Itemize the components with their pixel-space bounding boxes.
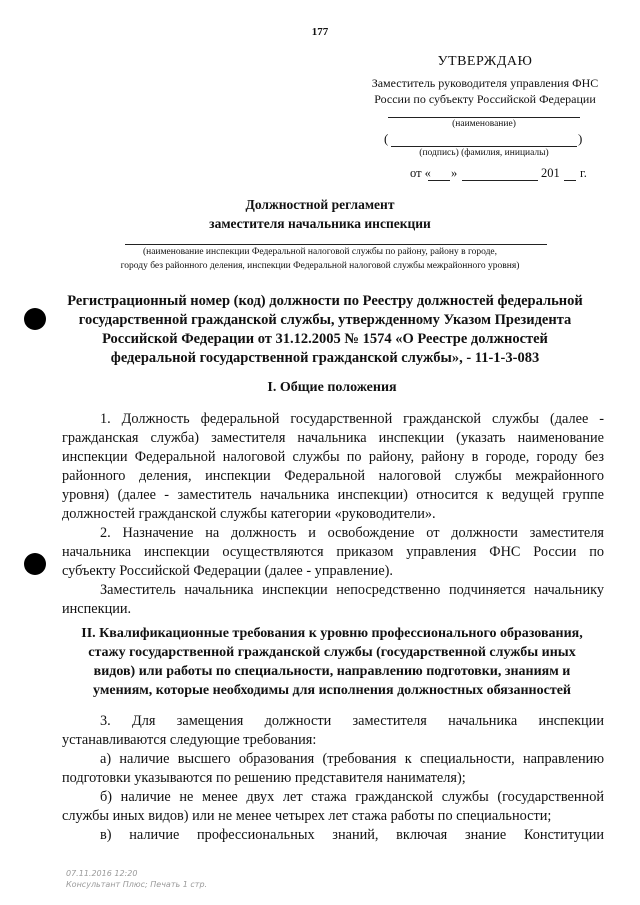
para-line: подготовки указываются по решению представителя нанимателя);: [62, 770, 466, 786]
para-line: б) наличие не менее двух лет стажа гражданской службы (государственной: [100, 789, 604, 805]
para-line: 1. Должность федеральной государственной гражданской службы (далее -: [100, 411, 604, 427]
para-line: Заместитель начальника инспекции непосредственно подчиняется начальнику: [100, 582, 604, 598]
para-line: 2. Назначение на должность и освобождение от должности заместителя: [100, 525, 604, 541]
approval-heading: УТВЕРЖДАЮ: [437, 54, 533, 69]
date-day-blank: [428, 180, 450, 181]
section2-heading-line: видов) или работы по специальности, направлению подготовки, знаниям и: [93, 664, 571, 679]
inspection-note-line2: городу без районного деления, инспекции Федеральной налоговой службы межрайонного уровня): [120, 261, 520, 271]
page-number: 177: [311, 26, 329, 38]
approver-position-line2: России по субъекту Российской Федерации: [374, 92, 596, 106]
para-line: 3. Для замещения должности заместителя начальника инспекции: [100, 713, 604, 729]
registration-line1: Регистрационный номер (код) должности по Реестру должностей федеральной: [67, 293, 583, 309]
punch-hole-mark: [24, 308, 46, 330]
date-suffix: г.: [580, 166, 587, 180]
date-year: 201: [541, 166, 560, 180]
para-line: инспекции Федеральной налоговой службы по району, району в городе, городу без: [62, 449, 604, 465]
registration-line4: федеральной государственной гражданской службы», - 11-1-3-083: [110, 350, 540, 366]
section2-heading-line: умениям, которые необходимы для исполнения должностных обязанностей: [93, 683, 571, 698]
document-title-line2: заместителя начальника инспекции: [209, 216, 431, 231]
inspection-name-underline: [125, 244, 547, 245]
section2-heading-line: стажу государственной гражданской службы (государственной службы иных: [88, 645, 576, 660]
signature-close-paren: ): [578, 131, 583, 146]
date-mid: »: [451, 166, 458, 180]
para-line: гражданская служба) заместителя начальника инспекции (указать наименование: [62, 430, 604, 446]
para-line: должностей гражданской службы категории «руководители».: [62, 506, 436, 522]
section2-heading-line: II. Квалификационные требования к уровню профессионального образования,: [81, 626, 583, 641]
registration-line3: Российской Федерации от 31.12.2005 № 1574 «О Реестре должностей: [102, 331, 548, 347]
signature-underline: [391, 146, 577, 147]
signature-open-paren: (: [384, 131, 389, 146]
inspection-note-line1: (наименование инспекции Федеральной налоговой службы по району, району в городе,: [142, 247, 498, 257]
para-line: инспекции.: [62, 601, 132, 617]
section1-heading: I. Общие положения: [267, 380, 397, 395]
print-stamp-line1: 07.11.2016 12:20: [66, 869, 138, 878]
date-month-blank: [462, 180, 538, 181]
date-prefix: от «: [410, 166, 431, 180]
punch-hole-mark: [24, 553, 46, 575]
para-line: начальника инспекции осуществляются приказом управления ФНС России по: [62, 544, 604, 560]
print-stamp-line2: Консультант Плюс; Печать 1 стр.: [66, 880, 208, 889]
para-line: субъекту Российской Федерации (далее - управление).: [62, 563, 393, 579]
name-caption: (наименование): [452, 119, 516, 129]
document-title-line1: Должностной регламент: [245, 197, 395, 212]
para-line: службы иных видов) или не менее четырех лет стажа работы по специальности;: [62, 808, 552, 824]
date-year-blank: [564, 180, 576, 181]
registration-line2: государственной гражданской службы, утвержденному Указом Президента: [78, 312, 572, 328]
para-line: районного деления, инспекции Федеральной налоговой службы межрайонного: [62, 468, 604, 484]
para-line: уровня) (далее - заместитель начальника инспекции) относится к ведущей группе: [62, 487, 604, 503]
approver-position-line1: Заместитель руководителя управления ФНС: [371, 76, 599, 90]
name-underline: [388, 117, 580, 118]
para-line: а) наличие высшего образования (требования к специальности, направлению: [100, 751, 604, 767]
signature-caption: (подпись) (фамилия, инициалы): [419, 148, 549, 158]
para-line: в) наличие профессиональных знаний, включая знание Конституции: [100, 827, 604, 843]
para-line: устанавливаются следующие требования:: [62, 732, 317, 748]
